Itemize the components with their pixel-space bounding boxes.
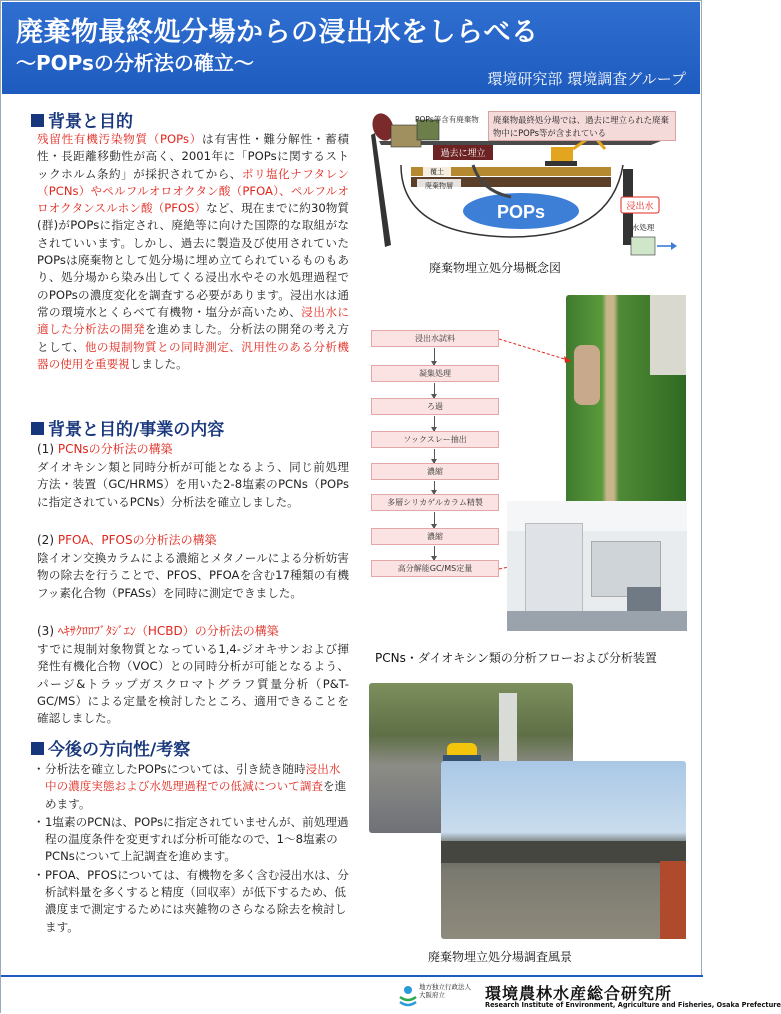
flow-step: ろ過 <box>371 398 499 415</box>
list-item <box>33 867 351 936</box>
bench <box>507 611 687 631</box>
text-span: しました。 <box>129 356 188 371</box>
footer-org-english: Research Institute of Environment, Agriculture and Fisheries, Osaka Prefecture <box>485 1001 781 1009</box>
item-number: (1) <box>37 442 54 456</box>
site-survey-photo-2 <box>441 761 686 939</box>
footer-org-name: 環境農林水産総合研究所 <box>485 984 673 1003</box>
highlight-pops: 残留性有機汚染物質（POPs） <box>37 132 203 146</box>
square-bullet-icon <box>31 422 44 435</box>
item-heading-pfoa <box>37 532 349 549</box>
poster-title: 廃棄物最終処分場からの浸出水をしらべる <box>16 17 539 48</box>
flow-step: 多層シリカゲルカラム精製 <box>371 494 499 511</box>
section-heading-text: 今後の方向性/考察 <box>48 740 191 760</box>
past-landfill-label: 過去に埋立 <box>440 149 486 159</box>
section-heading-text: 背景と目的/事業の内容 <box>48 420 225 440</box>
flow-arrow <box>434 449 435 463</box>
item-number: (2) <box>37 533 54 547</box>
pops-label: POPs <box>496 202 546 222</box>
list-item <box>33 814 351 866</box>
fence <box>660 861 686 939</box>
waste-layer-label: 廃棄物層 <box>425 182 453 190</box>
flow-step: ソックスレー抽出 <box>371 431 499 448</box>
flow-arrow <box>434 383 435 398</box>
header-banner <box>2 2 700 94</box>
text-span: を進めます。 <box>45 779 347 811</box>
flow-step: 浸出水試料 <box>371 330 499 347</box>
item-number: (3) <box>37 624 54 638</box>
section-heading-content <box>31 415 224 440</box>
footer-small-label <box>419 983 471 999</box>
flow-caption: PCNs・ダイオキシン類の分析フローおよび分析装置 <box>375 651 657 665</box>
flow-arrow <box>434 416 435 431</box>
highlight-survey: 浸出水中の濃度実態および水処理過程での低減について調査 <box>45 762 341 794</box>
item-body-pfoa: 陰イオン交換カラムによる濃縮とメタノールによる分析妨害物の除去を行うことで、PFOS、PFOAを含む17種類の有機フッ素化合物（PFASs）を同時に測定できました。 <box>37 551 349 600</box>
flow-step: 濃縮 <box>371 463 499 480</box>
footer-small-line: 地方独立行政法人 <box>419 983 471 991</box>
flow-arrow <box>434 348 435 365</box>
flow-arrow <box>434 481 435 494</box>
text-span: 分析法を確立したPOPsについては、引き続き随時 <box>45 762 306 776</box>
text-span: は有害性・難分解性・蓄積性・長距離移動性が高く、2001年に「POPsに関するストックホルム条約」が採択されてから、 <box>37 132 349 181</box>
gc-unit <box>525 523 583 613</box>
item-body-hcbd: すでに規制対象物質となっている1,4-ジオキサンおよび揮発性有機化合物（VOC）との同時分析が可能となるよう、パージ&トラップガスクロマトグラフ質量分析（P&T-GC/MS）による定量を検討したところ、適用できることを確認しました。 <box>37 642 349 726</box>
future-bullet-list <box>33 761 351 937</box>
highlight-pcns-pfoa-pfos: ポリ塩化ナフタレン（PCNs）やペルフルオロオクタン酸（PFOA）、ペルフルオロオクタンスルホン酸（PFOS） <box>37 166 349 216</box>
flow-arrow <box>434 512 435 528</box>
list-item <box>33 761 351 813</box>
cover-soil-label: 覆土 <box>430 168 444 176</box>
item-heading-pcns <box>37 441 349 458</box>
diagram-caption: 廃棄物埋立処分場概念図 <box>429 261 562 275</box>
flow-step: 濃縮 <box>371 528 499 545</box>
item-title: PCNsの分析法の構築 <box>57 442 173 456</box>
text-span: 1塩素のPCNは、POPsに指定されていませんが、前処理過程の温度条件を変更すれば分析可能なので、1～8塩素のPCNsについて上記調査を進めます。 <box>45 814 349 864</box>
poster-subtitle: ～POPsの分析法の確立～ <box>16 51 254 75</box>
water-treatment-label: 水処理 <box>631 223 655 232</box>
section-heading-text: 背景と目的 <box>48 112 133 132</box>
flow-step: 凝集処理 <box>371 365 499 382</box>
instrument-photo <box>507 501 687 631</box>
footer <box>1 975 781 1014</box>
highlight-method-dev: 浸出水に適した分析法の開発 <box>37 304 349 337</box>
flow-step: 高分解能GC/MS定量 <box>371 560 499 577</box>
leachate-label: 浸出水 <box>626 202 654 212</box>
item-body-pcns: ダイオキシン類と同時分析が可能となるよう、同じ前処理方法・装置（GC/HRMS）を用いた2-8塩素のPCNs（POPsに指定されているPCNs）分析法を確立しました。 <box>37 460 349 509</box>
item-title: PFOA、PFOSの分析法の構築 <box>57 533 217 547</box>
section-heading-future <box>31 735 190 760</box>
item-heading-hcbd <box>37 623 349 640</box>
department-label: 環境研究部 環境調査グループ <box>487 70 686 88</box>
hardhat <box>447 743 477 755</box>
item-title: ﾍｷｻｸﾛﾛﾌﾞﾀｼﾞｴﾝ（HCBD）の分析法の構築 <box>57 624 279 638</box>
landfill-mound <box>441 841 686 863</box>
footer-small-line: 大阪府立 <box>419 991 445 999</box>
institute-logo-icon <box>399 985 417 1007</box>
photo-sleeve <box>650 295 686 375</box>
square-bullet-icon <box>31 742 44 755</box>
square-bullet-icon <box>31 114 44 127</box>
background-paragraph <box>37 131 349 373</box>
text-span: など、現在までに約30物質(群)がPOPsに指定され、廃絶等に向けた国際的な取組がなされていいます。しかし、過去に製造及び使用されていたPOPsは廃棄物として処分場に埋め立てられているものもあり、処分場から染み出してくる浸出水やその水処理過程でのPOPsの濃度変化を調査する必要があります。浸出水は通常の環境水とくらべて有機物・塩分が高いため、 <box>37 201 349 319</box>
flow-arrow <box>434 546 435 560</box>
diagram-callout: 廃棄物最終処分場では、過去に埋立られた廃棄物中にPOPs等が含まれている <box>488 111 676 141</box>
photos-caption: 廃棄物埋立処分場調査風景 <box>428 950 573 964</box>
text-span: を進めました。分析法の開発の考え方として、 <box>37 322 349 354</box>
text-span: PFOA、PFOSについては、有機物を多く含む浸出水は、分析試料量を多くすると精度（回収率）が低下するため、低濃度まで測定するためには夾雑物のさらなる除去を検討します。 <box>45 867 349 934</box>
highlight-simultaneous: 他の規制物質との同時測定、汎用性のある分析機器の使用を重要視 <box>37 339 349 371</box>
sampling-photo <box>566 295 686 505</box>
section-heading-background <box>31 107 133 132</box>
pops-waste-label: POPs等含有廃棄物 <box>415 115 479 124</box>
